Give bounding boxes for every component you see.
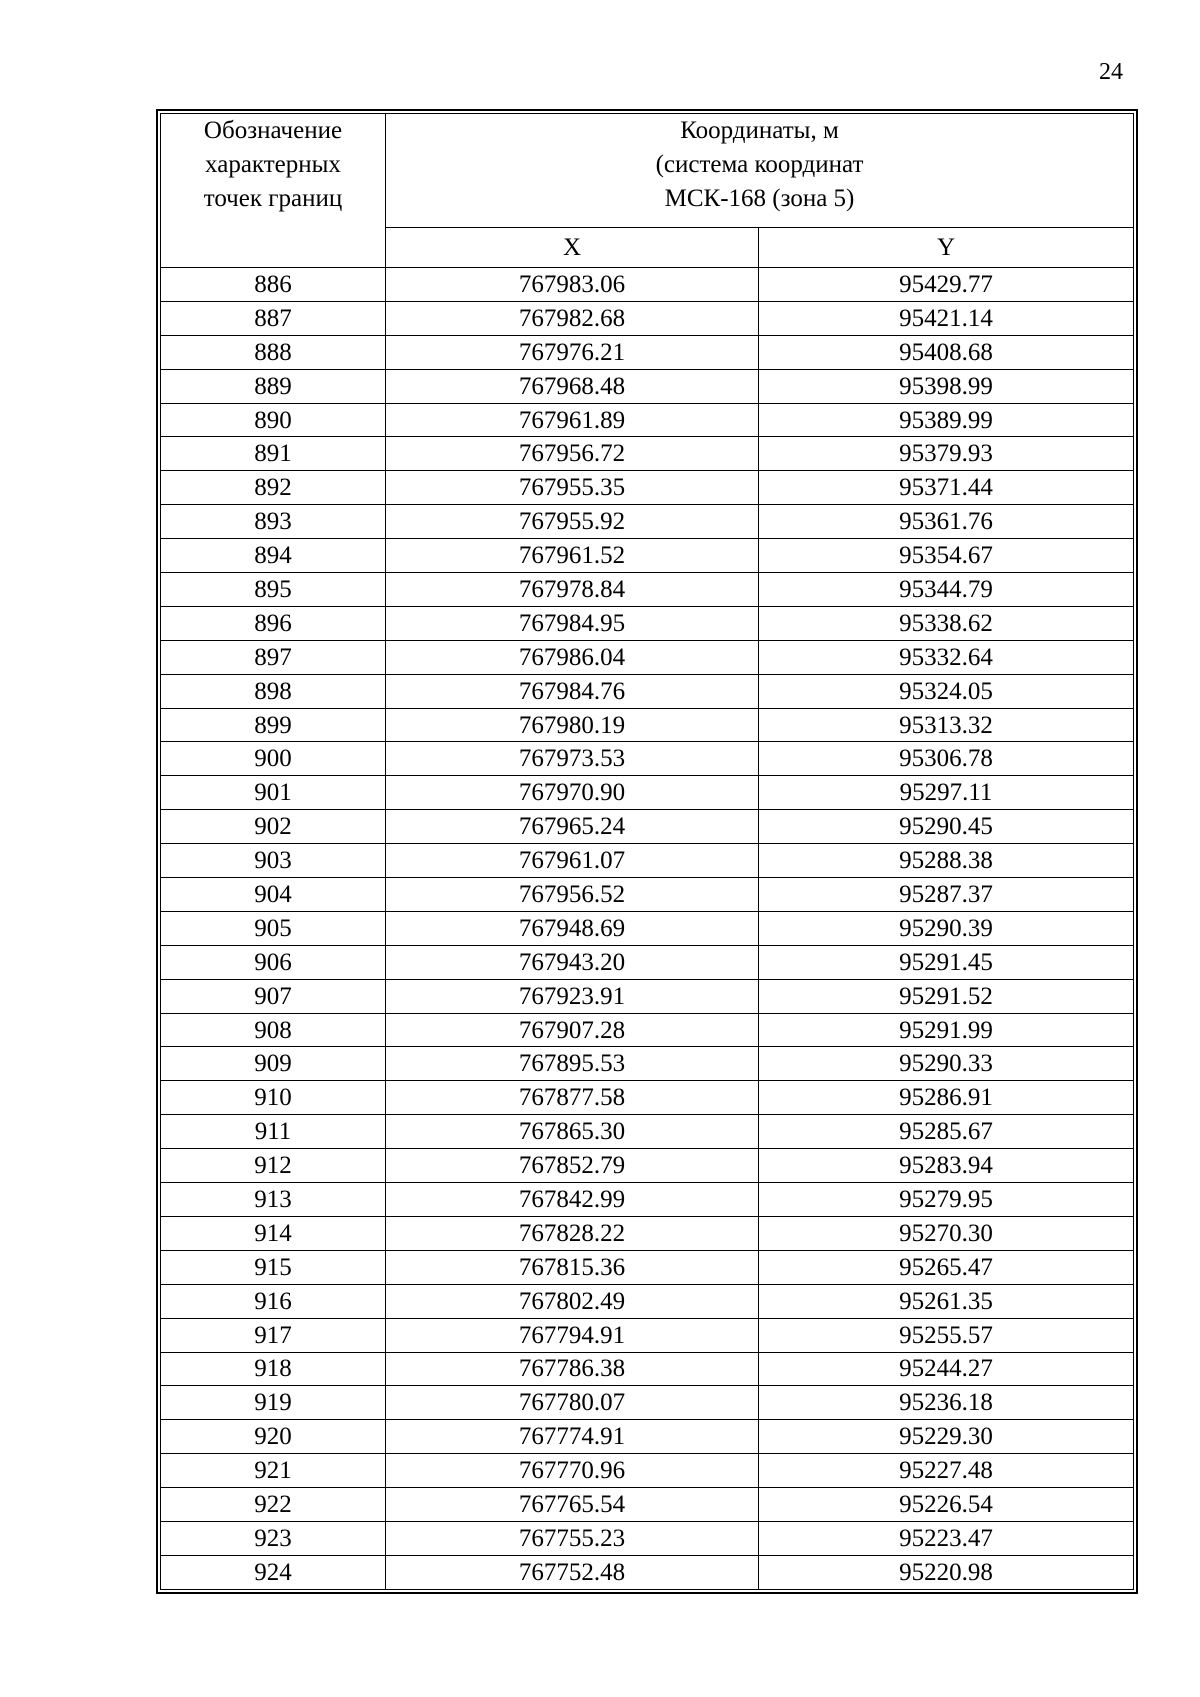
- y-coordinate-cell: 95244.27: [759, 1352, 1134, 1386]
- y-coordinate-cell: 95261.35: [759, 1284, 1134, 1318]
- point-cell: 922: [161, 1488, 386, 1522]
- x-coordinate-cell: 767961.07: [386, 844, 759, 878]
- point-cell: 890: [161, 403, 386, 437]
- table-row: [161, 539, 1134, 573]
- y-coordinate-cell: 95279.95: [759, 1183, 1134, 1217]
- table-row: [161, 369, 1134, 403]
- y-coordinate-cell: 95227.48: [759, 1454, 1134, 1488]
- y-coordinate-cell: 95379.93: [759, 437, 1134, 471]
- x-coordinate-cell: 767865.30: [386, 1115, 759, 1149]
- coordinates-header: [386, 114, 1134, 228]
- x-coordinate-cell: 767774.91: [386, 1420, 759, 1454]
- point-cell: 920: [161, 1420, 386, 1454]
- y-coordinate-cell: 95255.57: [759, 1318, 1134, 1352]
- y-coordinate-cell: 95223.47: [759, 1521, 1134, 1555]
- table-row: [161, 1149, 1134, 1183]
- point-cell: 919: [161, 1386, 386, 1420]
- point-cell: 918: [161, 1352, 386, 1386]
- table-row: [161, 268, 1134, 302]
- y-coordinate-cell: 95313.32: [759, 708, 1134, 742]
- point-header-line: точек границ: [203, 185, 343, 212]
- table-row: [161, 640, 1134, 674]
- point-cell: 900: [161, 742, 386, 776]
- x-coordinate-cell: 767780.07: [386, 1386, 759, 1420]
- table-row: [161, 1250, 1134, 1284]
- point-cell: 895: [161, 573, 386, 607]
- table-row: [161, 1013, 1134, 1047]
- point-cell: 891: [161, 437, 386, 471]
- point-cell: 889: [161, 369, 386, 403]
- x-coordinate-cell: 767948.69: [386, 911, 759, 945]
- point-cell: 892: [161, 471, 386, 505]
- point-cell: 914: [161, 1216, 386, 1250]
- coordinates-header-line: МСК-168 (зона 5): [664, 185, 855, 212]
- table-row: [161, 1047, 1134, 1081]
- x-column-header: X: [386, 228, 759, 268]
- table-row: [161, 878, 1134, 912]
- x-coordinate-cell: 767770.96: [386, 1454, 759, 1488]
- table-row: [161, 1115, 1134, 1149]
- y-coordinate-cell: 95291.45: [759, 945, 1134, 979]
- point-header-line: характерных: [205, 151, 341, 178]
- table-body: [161, 268, 1134, 1590]
- x-coordinate-cell: 767976.21: [386, 335, 759, 369]
- point-cell: 899: [161, 708, 386, 742]
- x-coordinate-cell: 767802.49: [386, 1284, 759, 1318]
- x-coordinate-cell: 767842.99: [386, 1183, 759, 1217]
- table-row: [161, 301, 1134, 335]
- y-coordinate-cell: 95297.11: [759, 776, 1134, 810]
- x-coordinate-cell: 767980.19: [386, 708, 759, 742]
- table-row: [161, 505, 1134, 539]
- y-coordinate-cell: 95429.77: [759, 268, 1134, 302]
- point-cell: 905: [161, 911, 386, 945]
- table-row: [161, 911, 1134, 945]
- x-coordinate-cell: 767965.24: [386, 810, 759, 844]
- point-cell: 902: [161, 810, 386, 844]
- x-coordinate-cell: 767907.28: [386, 1013, 759, 1047]
- y-coordinate-cell: 95286.91: [759, 1081, 1134, 1115]
- x-coordinate-cell: 767815.36: [386, 1250, 759, 1284]
- y-coordinate-cell: 95389.99: [759, 403, 1134, 437]
- x-coordinate-cell: 767970.90: [386, 776, 759, 810]
- x-coordinate-cell: 767794.91: [386, 1318, 759, 1352]
- point-cell: 896: [161, 606, 386, 640]
- table-row: [161, 1555, 1134, 1589]
- page-number: 24: [1099, 59, 1123, 85]
- y-coordinate-cell: 95285.67: [759, 1115, 1134, 1149]
- x-coordinate-cell: 767956.72: [386, 437, 759, 471]
- table-row: [161, 403, 1134, 437]
- table-row: [161, 1081, 1134, 1115]
- point-cell: 915: [161, 1250, 386, 1284]
- y-coordinate-cell: 95220.98: [759, 1555, 1134, 1589]
- x-coordinate-cell: 767956.52: [386, 878, 759, 912]
- point-cell: 908: [161, 1013, 386, 1047]
- x-coordinate-cell: 767961.89: [386, 403, 759, 437]
- table-row: [161, 1216, 1134, 1250]
- table-row: [161, 335, 1134, 369]
- point-cell: 909: [161, 1047, 386, 1081]
- x-coordinate-cell: 767982.68: [386, 301, 759, 335]
- y-coordinate-cell: 95229.30: [759, 1420, 1134, 1454]
- y-coordinate-cell: 95306.78: [759, 742, 1134, 776]
- point-cell: 911: [161, 1115, 386, 1149]
- point-cell: 901: [161, 776, 386, 810]
- x-coordinate-cell: 767895.53: [386, 1047, 759, 1081]
- table-row: [161, 810, 1134, 844]
- table-row: [161, 437, 1134, 471]
- table-row: [161, 708, 1134, 742]
- x-coordinate-cell: 767986.04: [386, 640, 759, 674]
- x-coordinate-cell: 767755.23: [386, 1521, 759, 1555]
- point-cell: 904: [161, 878, 386, 912]
- point-cell: 912: [161, 1149, 386, 1183]
- y-coordinate-cell: 95291.52: [759, 979, 1134, 1013]
- y-coordinate-cell: 95265.47: [759, 1250, 1134, 1284]
- y-coordinate-cell: 95236.18: [759, 1386, 1134, 1420]
- y-coordinate-cell: 95421.14: [759, 301, 1134, 335]
- x-coordinate-cell: 767852.79: [386, 1149, 759, 1183]
- point-cell: 917: [161, 1318, 386, 1352]
- y-coordinate-cell: 95371.44: [759, 471, 1134, 505]
- y-coordinate-cell: 95408.68: [759, 335, 1134, 369]
- table-row: [161, 471, 1134, 505]
- x-coordinate-cell: 767765.54: [386, 1488, 759, 1522]
- x-coordinate-cell: 767877.58: [386, 1081, 759, 1115]
- y-coordinate-cell: 95398.99: [759, 369, 1134, 403]
- table-row: [161, 945, 1134, 979]
- y-coordinate-cell: 95324.05: [759, 674, 1134, 708]
- table-row: [161, 674, 1134, 708]
- point-cell: 916: [161, 1284, 386, 1318]
- point-cell: 897: [161, 640, 386, 674]
- table-row: [161, 1386, 1134, 1420]
- table-row: [161, 1454, 1134, 1488]
- y-column-header: Y: [759, 228, 1134, 268]
- table-row: [161, 844, 1134, 878]
- y-coordinate-cell: 95344.79: [759, 573, 1134, 607]
- point-cell: 906: [161, 945, 386, 979]
- coordinates-table: [160, 113, 1134, 1590]
- point-cell: 898: [161, 674, 386, 708]
- x-coordinate-cell: 767984.95: [386, 606, 759, 640]
- table-row: [161, 1318, 1134, 1352]
- table-row: [161, 1488, 1134, 1522]
- x-coordinate-cell: 767752.48: [386, 1555, 759, 1589]
- table-row: [161, 776, 1134, 810]
- x-coordinate-cell: 767786.38: [386, 1352, 759, 1386]
- point-cell: 903: [161, 844, 386, 878]
- point-cell: 913: [161, 1183, 386, 1217]
- x-coordinate-cell: 767961.52: [386, 539, 759, 573]
- table-row: [161, 606, 1134, 640]
- y-coordinate-cell: 95288.38: [759, 844, 1134, 878]
- point-cell: 923: [161, 1521, 386, 1555]
- x-coordinate-cell: 767983.06: [386, 268, 759, 302]
- x-coordinate-cell: 767943.20: [386, 945, 759, 979]
- y-coordinate-cell: 95332.64: [759, 640, 1134, 674]
- table-header: [161, 114, 1134, 268]
- point-cell: 886: [161, 268, 386, 302]
- coordinates-header-line: Координаты, м: [680, 117, 839, 144]
- point-column-header: [161, 114, 386, 268]
- y-coordinate-cell: 95354.67: [759, 539, 1134, 573]
- point-cell: 907: [161, 979, 386, 1013]
- y-coordinate-cell: 95283.94: [759, 1149, 1134, 1183]
- x-coordinate-cell: 767973.53: [386, 742, 759, 776]
- table-row: [161, 1284, 1134, 1318]
- point-cell: 921: [161, 1454, 386, 1488]
- table-row: [161, 1420, 1134, 1454]
- x-coordinate-cell: 767984.76: [386, 674, 759, 708]
- point-cell: 887: [161, 301, 386, 335]
- table-row: [161, 1183, 1134, 1217]
- table-row: [161, 979, 1134, 1013]
- x-coordinate-cell: 767955.35: [386, 471, 759, 505]
- y-coordinate-cell: 95361.76: [759, 505, 1134, 539]
- x-coordinate-cell: 767955.92: [386, 505, 759, 539]
- point-cell: 888: [161, 335, 386, 369]
- table-row: [161, 573, 1134, 607]
- point-cell: 910: [161, 1081, 386, 1115]
- y-coordinate-cell: 95290.39: [759, 911, 1134, 945]
- table-row: [161, 1521, 1134, 1555]
- point-cell: 894: [161, 539, 386, 573]
- y-coordinate-cell: 95226.54: [759, 1488, 1134, 1522]
- y-coordinate-cell: 95287.37: [759, 878, 1134, 912]
- y-coordinate-cell: 95290.45: [759, 810, 1134, 844]
- coordinates-header-line: (система координат: [655, 151, 864, 178]
- x-coordinate-cell: 767968.48: [386, 369, 759, 403]
- x-coordinate-cell: 767923.91: [386, 979, 759, 1013]
- y-coordinate-cell: 95338.62: [759, 606, 1134, 640]
- y-coordinate-cell: 95291.99: [759, 1013, 1134, 1047]
- x-coordinate-cell: 767978.84: [386, 573, 759, 607]
- table-row: [161, 1352, 1134, 1386]
- point-header-line: Обозначение: [203, 117, 343, 144]
- x-coordinate-cell: 767828.22: [386, 1216, 759, 1250]
- table-row: [161, 742, 1134, 776]
- point-cell: 924: [161, 1555, 386, 1589]
- point-cell: 893: [161, 505, 386, 539]
- y-coordinate-cell: 95290.33: [759, 1047, 1134, 1081]
- y-coordinate-cell: 95270.30: [759, 1216, 1134, 1250]
